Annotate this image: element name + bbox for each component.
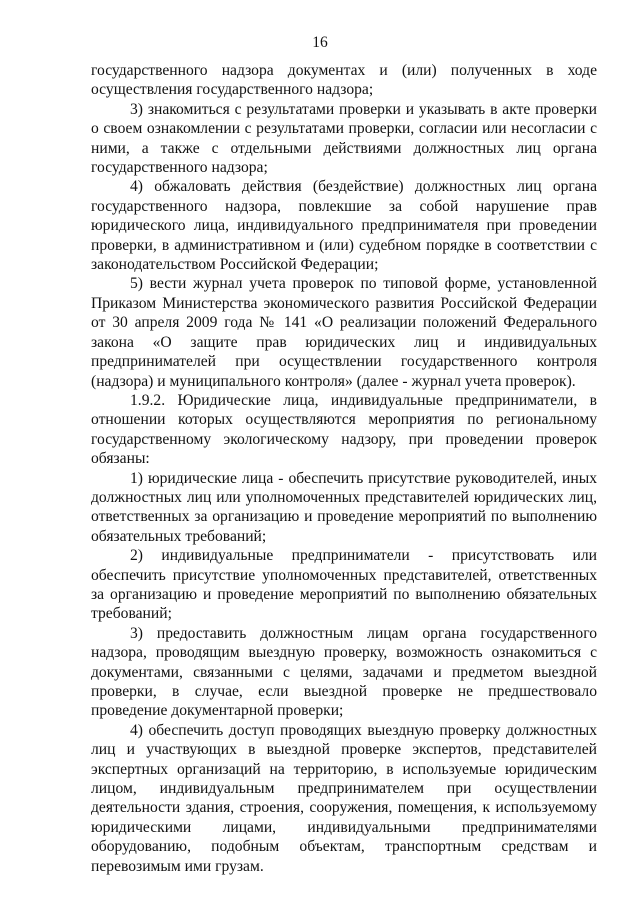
paragraph-section-1-9-2: 1.9.2. Юридические лица, индивидуальные предприниматели, в отношении которых осуществляются мероприятия по региональному государственному экологическому надзору, при проведении проверок обязаны: [91, 391, 597, 468]
paragraph-item-3-review-results: 3) знакомиться с результатами проверки и указывать в акте проверки о своем ознакомлении с результатами проверки, согласии или несогласии с ними, а также с отдельными действиями должностных лиц органа государственного надзора; [91, 100, 597, 177]
paragraph-item-5-inspection-log: 5) вести журнал учета проверок по типовой форме, установленной Приказом Министерства экономического развития Российской Федерации от 30 апреля 2009 года № 141 «О реализации положений Федерального закона «О защите прав юридических лиц и индивидуальных предпринимателей при осуществлении государственного контроля (надзора) и муниципального контроля» (далее - журнал учета проверок). [91, 275, 597, 390]
paragraph-duty-1-legal-entities: 1) юридические лица - обеспечить присутствие руководителей, иных должностных лиц или уполномоченных представителей юридических лиц, ответственных за организацию и проведение мероприятий по выполнению обязательных требований; [91, 469, 597, 545]
paragraph-duty-3-provide-documents: 3) предоставить должностным лицам органа государственного надзора, проводящим выездную проверку, возможность ознакомиться с документами, связанными с целями, задачами и предметом выездной проверки, в случае, если выездной проверке не предшествовало проведение документарной проверки; [91, 624, 597, 720]
paragraph-duty-2-entrepreneurs: 2) индивидуальные предприниматели - присутствовать или обеспечить присутствие уполномоченных представителей, ответственных за организацию и проведение мероприятий по выполнению обязательных требований; [91, 547, 597, 623]
paragraph-duty-4-provide-access: 4) обеспечить доступ проводящих выездную проверку должностных лиц и участвующих в выездной проверке экспертов, представителей экспертных организаций на территорию, в используемые юридическим лицом, индивидуальным предпринимателем при осуществлении деятельности здания, строения, сооружения, помещения, к используемому юридическими лицами, индивидуальными предпринимателями оборудованию, подобным объектам, транспортным средствам и перевозимым ими грузам. [91, 721, 597, 875]
paragraph-item-4-appeal-actions: 4) обжаловать действия (бездействие) должностных лиц органа государственного надзора, повлекшие за собой нарушение прав юридического лица, индивидуального предпринимателя при проведении проверки, в административном и (или) судебном порядке в соответствии с законодательством Российской Федерации; [91, 178, 597, 274]
paragraph-continuation: государственного надзора документах и (или) полученных в ходе осуществления государственного надзора; [91, 62, 597, 99]
page-number: 16 [312, 34, 328, 51]
document-body [91, 61, 597, 876]
